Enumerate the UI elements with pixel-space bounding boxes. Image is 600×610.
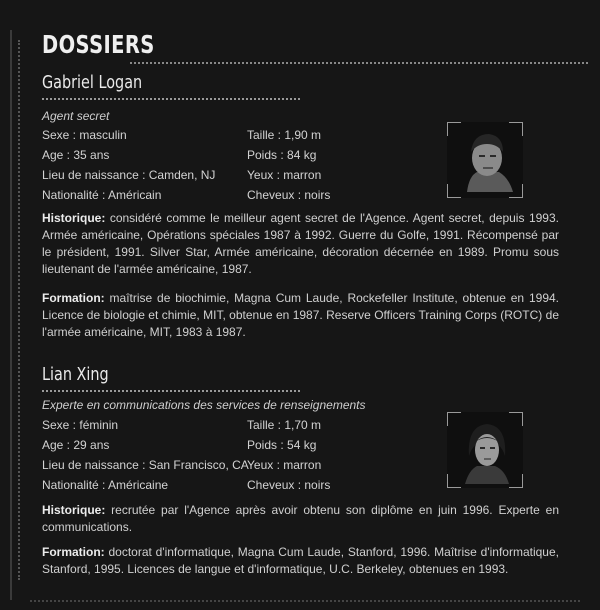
agent-portrait (447, 122, 523, 198)
title-dotted-rule (130, 62, 588, 64)
bottom-dotted-rule (30, 600, 580, 602)
agent-age: Age : 35 ans (42, 148, 110, 162)
agent-education (42, 544, 559, 578)
left-border (10, 30, 12, 600)
left-dotted-border (18, 40, 20, 580)
agent-role: Experte en communications des services de renseignements (42, 398, 366, 412)
agent-birthplace: Lieu de naissance : Camden, NJ (42, 168, 216, 182)
agent-eyes: Yeux : marron (247, 168, 322, 182)
agent-name: Gabriel Logan (42, 72, 143, 93)
education-label: Formation: (42, 545, 105, 559)
agent-weight: Poids : 54 kg (247, 438, 317, 452)
agent-history (42, 502, 559, 536)
agent-portrait (447, 412, 523, 488)
agent-role: Agent secret (42, 109, 110, 123)
agent-history (42, 210, 559, 278)
agent-name-rule (42, 390, 300, 392)
agent-height: Taille : 1,90 m (247, 128, 322, 142)
page-title: DOSSIERS (42, 30, 155, 59)
agent-sex: Sexe : masculin (42, 128, 127, 142)
education-text: maîtrise de biochimie, Magna Cum Laude, Rockefeller Institute, obtenue en 1994. Licence de biologie et chimie, MIT, obtenue en 1987. Reserve Officers Training Corps (ROTC) de l'armée américaine, MIT, 1983 à 1987. (42, 291, 559, 339)
agent-nationality: Nationalité : Américain (42, 188, 162, 202)
agent-hair: Cheveux : noirs (247, 188, 331, 202)
history-label: Historique: (42, 211, 106, 225)
agent-hair: Cheveux : noirs (247, 478, 331, 492)
agent-weight: Poids : 84 kg (247, 148, 317, 162)
history-text: recrutée par l'Agence après avoir obtenu son diplôme en juin 1996. Experte en communications. (42, 503, 559, 534)
agent-name: Lian Xing (42, 364, 109, 385)
history-label: Historique: (42, 503, 106, 517)
history-text: considéré comme le meilleur agent secret de l'Agence. Agent secret, depuis 1993. Armée américaine, Opérations spéciales 1987 à 1992. Guerre du Golfe, 1991. Récompensé par le président, 1991. Silver Star, Armée américaine, décoration décernée en 1989. Promu sous lieutenant de l'armée américaine, 1987. (42, 211, 559, 276)
agent-sex: Sexe : féminin (42, 418, 119, 432)
agent-nationality: Nationalité : Américaine (42, 478, 169, 492)
agent-age: Age : 29 ans (42, 438, 110, 452)
agent-height: Taille : 1,70 m (247, 418, 322, 432)
agent-eyes: Yeux : marron (247, 458, 322, 472)
education-text: doctorat d'informatique, Magna Cum Laude, Stanford, 1996. Maîtrise d'informatique, Stanford, 1995. Licences de langue et d'informatique, U.C. Berkeley, obtenues en 1993. (42, 545, 559, 576)
agent-birthplace: Lieu de naissance : San Francisco, CA (42, 458, 249, 472)
agent-education (42, 290, 559, 341)
education-label: Formation: (42, 291, 105, 305)
agent-name-rule (42, 98, 300, 100)
